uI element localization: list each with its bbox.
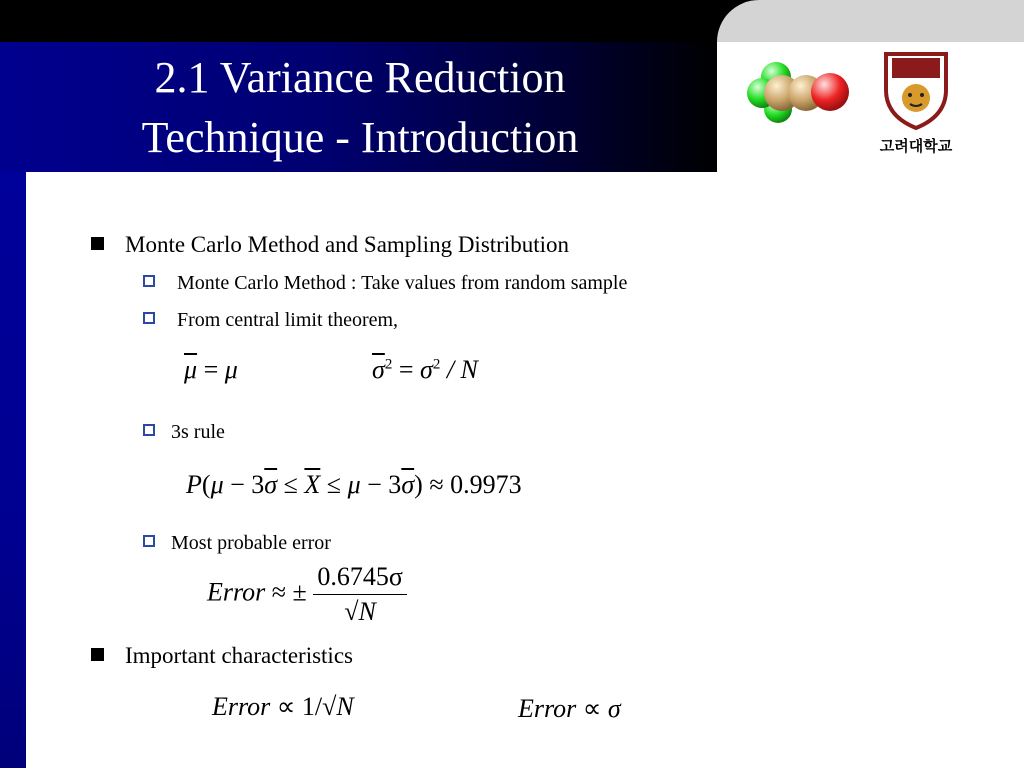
numerator: 0.6745σ [313,560,407,595]
square-bullet-icon [91,237,104,250]
university-name: 고려대학교 [879,137,953,155]
fraction [313,560,407,629]
hollow-square-bullet-icon [143,312,155,324]
formula-mean [184,355,238,385]
leq: ≤ [277,470,305,499]
subbullet-monte-carlo-method [177,272,627,295]
mu: μ [224,355,238,384]
header-gray-tab [717,0,1024,42]
one-over: 1/ [301,692,323,721]
p-symbol: P [186,470,202,499]
error-label: Error [207,577,266,607]
minus-three: − 3 [360,470,402,499]
sigma: σ [607,694,621,723]
formula-probable-error [207,560,407,629]
equals-sign: = [392,355,420,384]
subbullet-text: 3s rule [171,421,225,443]
sigma-bar: $\overline{\sigma}$ [372,355,385,384]
bullet-text: Monte Carlo Method and Sampling Distribution [125,232,569,257]
slide-title [60,48,660,168]
hollow-square-bullet-icon [143,275,155,287]
subbullet-probable-error [171,532,331,555]
sqrt-n: √N [322,692,354,721]
bullet-text: Important characteristics [125,643,353,668]
right-paren: ) [414,470,423,499]
subbullet-central-limit [177,309,398,332]
sigma-bar: $\overline{\sigma}$ [401,470,415,499]
formula-variance: $\overline{\sigma}^2 = \sigma^2 / N$ [372,355,478,384]
minus-three: − 3 [223,470,265,499]
formula-3s-rule [186,470,522,500]
approx-value: ≈ 0.9973 [422,470,522,499]
molecule-icon [740,55,860,125]
equals-sign: = [197,355,225,384]
formula-error-n [212,692,354,722]
bullet-important [125,643,353,669]
formula-error-sigma [518,694,621,724]
subbullet-3s-rule [171,421,225,444]
hollow-square-bullet-icon [143,424,155,436]
bullet-monte-carlo [125,232,569,258]
sigma-bar: $\overline{\sigma}$ [264,470,278,499]
error-label: Error [518,694,577,723]
mu-bar: $\overline{\mu}$ [184,355,198,384]
title-line-2: Technique - Introduction [141,113,579,162]
mu: μ [347,470,361,499]
tiger-crest-icon [868,50,964,130]
approx-pm: ≈ ± [265,577,314,607]
proportional: ∝ [576,694,608,723]
sigma: σ [420,355,433,384]
square-bullet-icon [91,648,104,661]
left-blue-bar [0,172,26,768]
left-paren: ( [201,470,211,499]
leq: ≤ [320,470,348,499]
subbullet-text: From central limit theorem, [177,309,399,331]
university-logo [868,50,964,160]
proportional: ∝ [270,692,302,721]
x-bar: $\overline{X}$ [304,470,321,499]
error-label: Error [212,692,271,721]
over-n: / N [440,355,478,384]
hollow-square-bullet-icon [143,535,155,547]
subbullet-text: Most probable error [171,532,331,554]
denominator: √N [344,597,376,626]
subbullet-text: Monte Carlo Method : Take values from random sample [177,272,628,294]
mu: μ [210,470,224,499]
title-line-1: 2.1 Variance Reduction [154,53,566,102]
